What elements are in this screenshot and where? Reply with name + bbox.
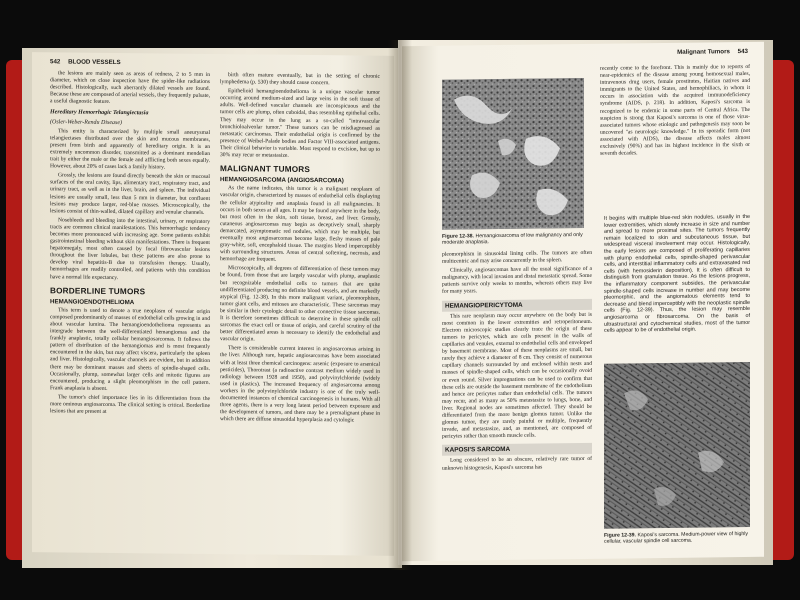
kaposi-summary-box: It begins with multiple blue-red skin nodules, usually in the lower extremities, which slowly increase in size and number and spread to more proximal sites. The tumors frequently remain localized to skin and subcutaneous tissue, but widespread visceral involvement may occur. Histologically, the early lesions are composed of proliferating capillaries with plump endothelial cells, spindle-shaped perivascular cells, and interstitial inflammatory cells and extravasated red cells (with hemosiderin deposition). It is often difficult to distinguish from granulation tissue. As the lesions progress, the inflammatory component subsides, the perivascular spindle-shaped cells increase in number and may become pleomorphic, and the angiomatous elements tend to decrease and blend imperceptibly with the neoplastic spindle cells (Fig. 12-39). Thus, the lesion may resemble angiosarcoma or fibrosarcoma. On the basis of ultrastructural and cytochemical studies, most of the tumor cells appear to be of endothelial origin.: [604, 213, 750, 334]
figure-caption-text: Kaposi's sarcoma. Medium-power view of highly cellular, vascular spindle cell sarcoma.: [604, 530, 749, 546]
left-page-column-2: [220, 72, 380, 427]
right-page-column-2: [600, 64, 750, 160]
section-heading-kaposi-sarcoma: KAPOSI'S SARCOMA: [442, 443, 592, 456]
micrograph-figure-12-39: [604, 362, 750, 529]
paragraph: This term is used to denote a true neoplasm of vascular origin composed predominantly of masses of endothelial cells growing in and about vascular lumina. The hemangioendothelioma represents an intergrade between the well-differentiated hemangiomas and the frankly anaplastic, totally cellular hemangiosarcomas. It follows the pattern of distribution of the hemangiomas and is most frequently encountered in the skin, but may affect viscera, particularly the spleen and liver. Histologically, vascular channels are evident, but in addition there may be dominant masses and sheets of spindle-shaped cells. Occasionally, plump, somewhat larger cells and mitotic figures are encountered, producing a slight pleomorphism in the cell pattern. Frank anaplasia is absent.: [50, 307, 210, 392]
right-running-title: Malignant Tumors: [677, 48, 730, 56]
paragraph: As the name indicates, this tumor is a malignant neoplasm of vascular origin, characterized by masses of endothelial cells displaying the cellular atypicality and anaplasia found in all malignancies. It occurs in both sexes at all ages. It may be found anywhere in the body, but most often in the skin, soft tissue, breast, and liver. Grossly, cutaneous angiosarcomas may begin as deceptively small, sharply demarcated, asymptomatic red nodules, which may be multiple, but eventually most angiosarcomas become large, fleshy masses of pale gray-white, soft, encephaloid tissue. The margins blend imperceptibly with surrounding structures. Areas of central softening, necrosis, and hemorrhage are frequent.: [220, 185, 380, 263]
left-page-number: 542: [50, 58, 61, 66]
paragraph: This rare neoplasm may occur anywhere on the body but is most common in the lower extremities and retroperitoneum. Electron microscopic studies clearly trace the origin of these tumors to pericytes, which are cells present in the walls of capillaries and venules, external to endothelial cells and enveloped by basement membrane. Most of these neoplasms are small, but rarely they achieve a diameter of 8 cm. They consist of numerous capillary channels surrounded by and enclosed within nests and masses of spindle-shaped cells, which can be occasionally ovoid or even round. Silver impregnations can be used to confirm that these cells are outside the basement membrane of the endothelium and hence are pericytes rather than endothelial cells. The tumors may recur, and as many as 50% metastasize to lungs, bone, and liver. Regional nodes are sometimes affected. They should be differentiated from the more benign glomus tumor. Unlike the glomus tumor, they are rarely painful or multiple, frequently invade, and metastasize, and, as mentioned, are composed of pericytes rather than smooth muscle cells.: [442, 311, 592, 440]
micrograph-figure-12-38: [442, 78, 584, 230]
micrograph-image: [604, 362, 750, 529]
left-running-title: BLOOD VESSELS: [68, 58, 121, 67]
figure-caption-text: Hemangiosarcoma of low malignancy and only moderate anaplasia.: [442, 232, 583, 247]
paragraph: Clinically, angiosarcomas have all the usual significance of a malignancy, with local invasion and distal metastatic spread. Some patients survive only weeks to months, whereas others may live for many years.: [442, 266, 592, 296]
paragraph: the lesions are mainly seen as areas of redness, 2 to 5 mm in diameter, which on close inspection have the spider-like radiations described. Histologically, such aberrantly dilated vessels are found. Because these are composed of arterial vessels, they frequently pulsate, a useful diagnostic feature.: [50, 70, 210, 106]
paragraph: Grossly, the lesions are found directly beneath the skin or mucosal surfaces of the oral cavity, lips, alimentary tract, respiratory tract, and urinary tract, as well as in the liver, brain, and spleen. The individual lesions are usually small, less than 5 mm in diameter, but confluent lesions may produce larger, red-blue masses. Microscopically, the lesions consist of thin-walled, dilated capillary and venular channels.: [50, 172, 210, 216]
left-page: [32, 52, 394, 556]
book-gutter: [388, 40, 412, 570]
paragraph: Microscopically, all degrees of differentiation of these tumors may be found, from those that are largely vascular with plump, anaplastic but recognizable endothelial cells to tumors that are quite undifferentiated producing no definite blood vessels, and are markedly atypical (Fig. 12-38). In this more malignant variant, pleomorphism, tumor giant cells, and mitoses are characteristic. These sarcomas may be similar in their cytologic detail to other connective tissue sarcomas. It is therefore sometimes difficult to determine in these spindle cell sarcomas the exact cell or tissue of origin, and careful scrutiny of the better differentiated areas is necessary to identify the endothelial and vascular origin.: [220, 265, 380, 343]
section-heading-hemangiopericytoma: HEMANGIOPERICYTOMA: [442, 298, 592, 311]
paragraph: This entity is characterized by multiple small aneurysmal telangiectases distributed over the skin and mucous membranes, present from birth and apparently of hereditary origin. It is an extremely uncommon disorder, transmitted as a dominant mendelian trait by either the male or the female and afflicting both sexes equally. However, about 20% of cases lack a family history.: [50, 128, 210, 171]
section-heading-telangiectasia: Hereditary Hemorrhagic Telangiectasia: [50, 109, 149, 117]
right-page-column-1: [442, 250, 592, 474]
paragraph: Epithelioid hemangioendothelioma is a unique vascular tumor occurring around medium-sized and large veins in the soft tissue of adults. Well-defined vascular channels are inconspicuous and the tumor cells are plump, often cuboidal, thus resembling epithelial cells. They may occur in the lung as a so-called "intravascular bronchioloalveolar tumor." These tumors can be misdiagnosed as metastatic carcinomas. Their endothelial origin is confirmed by the presence of Weibel-Palade bodies and Factor VIII-associated antigens. Their clinical behavior is variable. Most respond to excision, but up to 30% may recur or metastasize.: [220, 88, 380, 159]
section-heading-borderline-tumors: BORDERLINE TUMORS: [50, 285, 146, 296]
subheading-hemangiosarcoma: HEMANGIOSARCOMA (ANGIOSARCOMA): [220, 176, 344, 185]
paragraph: birth often mature eventually, but in the setting of chronic lymphedema (p. 530) they should cause concern.: [220, 72, 380, 87]
subheading-hemangioendothelioma: HEMANGIOENDOTHELIOMA: [50, 298, 135, 306]
figure-12-39-caption: [604, 531, 750, 546]
figure-12-38-caption: [442, 232, 584, 247]
paragraph: The tumor's chief importance lies in its differentiation from the more ominous angiosarcoma. The clinical setting is critical. Borderline lesions that are present at: [50, 394, 210, 416]
figure-label: Figure 12-38.: [442, 233, 475, 240]
right-page-number: 543: [737, 47, 748, 56]
paragraph: Long considered to be an obscure, relatively rare tumor of unknown histogenesis, Kaposi's sarcoma has: [442, 456, 592, 472]
section-heading-malignant-tumors: MALIGNANT TUMORS: [220, 164, 311, 175]
right-running-head: [677, 48, 748, 56]
micrograph-image: [442, 78, 584, 230]
section-heading-subtitle: (Osler-Weber-Rendu Disease): [50, 118, 123, 126]
paragraph: Nosebleeds and bleeding into the intestinal, urinary, or respiratory tracts are common clinical manifestations. This hemorrhagic tendency becomes more pronounced with increasing age. Some patients exhibit gastrointestinal bleeding without skin manifestations. There is frequent hepatomegaly, most often caused by focal fibrovascular lesions throughout the liver lobules, but these patterns are also prone to develop viral hepatitis-B due to transfusion therapy. Usually, hemorrhages are readily controlled, and patients with this condition have a normal life expectancy.: [50, 217, 210, 281]
right-page: [402, 42, 764, 561]
left-running-head: [50, 58, 121, 66]
left-page-column-1: [50, 70, 210, 419]
paragraph: There is considerable current interest in angiosarcomas arising in the liver. Although rare, hepatic angiosarcomas have been associated with at least three chemical carcinogens: arsenic (exposure to arsenical pesticides), Thorotrast (a radioactive contrast medium widely used in radiology between 1928 and 1950), and polyvinylchloride (widely used in plastics). The increased frequency of angiosarcoma among workers in the polyvinylchloride industry is one of the truly well-documented instances of chemical carcinogenesis in humans. With all three agents, there is a very long latent period between exposure and the development of tumors, and there may be a premalignant phase in which there are diffuse sinusoidal hyperplasia and cytologic: [220, 345, 380, 424]
paragraph: pleomorphism in sinusoidal lining cells. The tumors are often multicentric and may arise concurrently in the spleen.: [442, 249, 592, 265]
figure-label: Figure 12-39.: [604, 532, 637, 539]
paragraph: recently come to the forefront. This is mainly due to reports of near-epidemics of the disease among young homosexual males, intravenous drug users, female prostitutes, Haitian natives and immigrants to the United States, and hemophiliacs, in whom it occurs in association with the acquired immunodeficiency syndrome (AIDS, p. 218). In addition, Kaposi's sarcoma is recognized to be endemic in some parts of Central Africa. The suspicion is strong that Kaposi's sarcoma is one of those virus-associated tumors whose etiologic and pathogenesis may soon be uncovered "as neurologic knowledge." In its sporadic form (not associated with AIDS), the disease affects males almost exclusively (90%) and has its highest incidence in the sixth or seventh decades.: [600, 63, 750, 157]
